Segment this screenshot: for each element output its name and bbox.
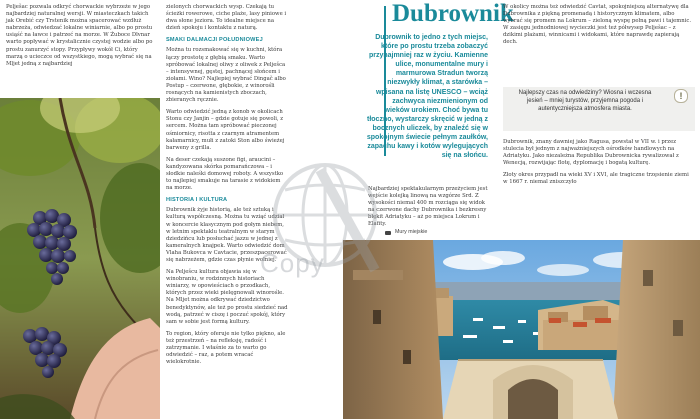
right-paragraph-3: Złoty okres przypadł na wieki XV i XVI, ale tragiczne trzęsienie ziemi w 1667 r. niemal zniszczyło	[503, 172, 689, 186]
flavors-paragraph-3: Na deser czekają suszone figi, araucini – kandyzowana skórka pomarańczowa – i słodkie naleśki domowej roboty. A wszystko to najlepiej smakuje na tarasie z widokiem na morze.	[166, 156, 284, 192]
watermark-text: Copy	[260, 248, 325, 278]
flavors-paragraph-2: Warto odwiedzić jedną z konob w okolicach Stonu czy Janjin – gdzie gotuje się powoli, z sercem. Można tam spróbować pieczonej ośmiornicy, risotta z czarnym atramentem kałamarnicy, mułi z zatoki Ston albo świeżej barweny z grilla.	[166, 109, 285, 151]
history-paragraph-3: To region, który oferuje nie tylko piękno, ale też przestrzeń – na refleksję, radość i zatrzymanie. I właśnie za to warto go odwiedzić – raz, a potem wracać wielokrotnie.	[166, 330, 286, 366]
right-paragraph-1: W okolicy można też odwiedzić Cavtat, spokojniejszą alternatywę dla Dubrownika z piękną promenadą i historycznym klimatem, albo wybrać się promem na Lokrum – zieloną wyspę pełną pawi i tajemnic. W zasięgu jednodniowej wycieczki jest też półwysep Pelješac – z dzikimi plażami, winnicami i widokami, które naprawdę zapierają dech.	[503, 4, 692, 46]
right-column	[503, 4, 695, 52]
exclamation-icon: !	[674, 89, 688, 103]
section-heading-flavors: SMAKI DALMACJI POŁUDNIOWEJ	[166, 37, 263, 44]
history-paragraph-1: Dubrownik żyje historią, ale też sztuką i kulturą współczesną. Można tu wziąć udział w koncercie klasycznym pod gołym niebem, w letnim spektaklu teatralnym w starym dziedzińcu lub posłuchać jazzu w jednej z kameralnych knajpek. Warto odwiedzić dom Vlaha Bukovca w Cavtacie, przeszpacerować się nabrzeżem, gdzie czas płynie wolniej.	[166, 207, 287, 263]
page-title: Dubrownik	[392, 0, 514, 27]
lead-paragraph: Dubrownik to jedno z tych miejsc, które po prostu trzeba zobaczyć przynajmniej raz w życiu. Kamienne ulice, monumentalne mury i marmurowa Stradun tworzą niezwykły klimat, a starówka – wpisana na listę UNESCO – wciąż zachwyca niezmienionym od wieków urokiem. Choć bywa tu tłoczno, wystarczy skręcić w jedną z bocznych uliczek, by znaleźć się w spokojnym świecie pełnym zaułków, zapachu kawy i kotów wylegujących się na słońcu.	[366, 34, 488, 160]
flavors-paragraph-1: Można tu rozsmakować się w kuchni, która łączy prostotę z głębią smaku. Warto spróbować lokalnej oliwy z oliwek z Pelješca – intensywnej, gęstej, pachnącej słońcem i ziołami. Wino? Najlepiej wybrać Dingač albo Postup – czerwone, głębokie, z winorośli rosnących na kamienistych zboczach, zbieranych ręcznie.	[166, 47, 286, 104]
right-paragraph-2: Dubrownik, znany dawniej jako Ragusa, powstał w VII w. i przez stulecia był jednym z najważniejszych ośrodków handlowych na Adriatyku. Jako niezależna Republika Dubrownicka rywalizował z Wenecją, rozwijając flotę, dyplomację i bogatą kulturę.	[503, 139, 679, 167]
section-heading-history: HISTORIA I KULTURA	[166, 197, 228, 204]
left-paragraph: Pelješac pozwala odkryć chorwackie wybrzeże w jego najbardziej naturalnej wersji. W miasteczkach takich jak Orebić czy Trstenik można spacerować wzdłuż nabrzeża, odwiedzać lokalne winiarnie, albo po prostu usiąść na ławce i patrzeć na morze. W Żuboce Dlvnar warto popływać w krystalicznie czystej wodzie albo po prostu zanurzyć stopy. Przypływy wokół Ci, który marzą o ucieczce od wszystkiego, mogą wybrać się na Mljet jedną z najbardziej	[6, 4, 153, 67]
right-column-lower	[503, 139, 693, 192]
cable-car-paragraph: Najbardziej spektakularnym przeżyciem jest wejście kolejką linową na wzgórze Srd. Z wysokości niemal 400 m rozciąga się widok na czerwone dachy Dubrownika i bezkresny błękit Adriatyku – aż po miejsca Lokrum i Elafity.	[368, 186, 488, 228]
middle-intro: zielonych chorwackich wysp. Czekają tu ścieżki rowerowe, ciche plaże, lasy piniowe i dwa słone jeziora. To idealne miejsce na dzień spokoju i kontaktu z naturą.	[166, 4, 287, 32]
grapes-photo	[0, 98, 160, 419]
tip-text: Najlepszy czas na odwiedziny? Wiosna i wczesna jesień – mniej turystów, przyjemna pogoda i autentyczniejsza atmosfera miasta.	[518, 90, 652, 113]
left-column	[6, 4, 154, 73]
photo-caption: Mury miejskie	[395, 229, 428, 235]
history-paragraph-2: Na Pelješcu kultura objawia się w winobraniu, w rodzinnych historiach winiarzy, w opowieściach o przodkach, których przez wieki pielęgnowali winorośle. Na Mljet można odkrywać dziedzictwo benedyktynów, ale też po prostu siedzieć nad wodą, patrzeć w ciszę i poczuć spokój, który sam w sobie jest formą kultury.	[166, 269, 288, 325]
